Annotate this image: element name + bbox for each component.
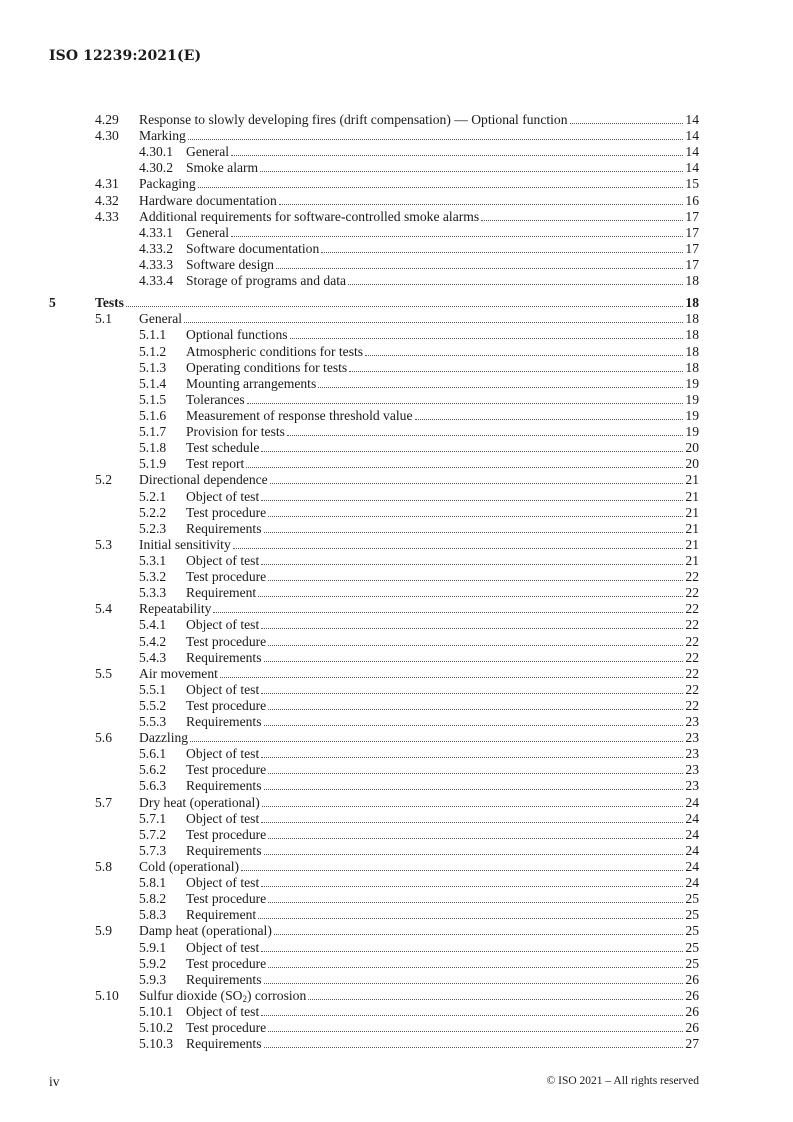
toc-entry-title: Software documentation [186,240,320,256]
toc-entry-title: Test procedure [186,633,267,649]
dot-leader [264,532,684,533]
toc-entry-title: Object of test [186,552,260,568]
toc-entry-page: 14 [685,144,699,160]
toc-entry[interactable] [49,440,699,456]
toc-entry-number: 5.7.2 [139,826,167,842]
dot-leader [264,854,684,855]
toc-entry-title: Requirements [186,520,262,536]
toc-entry-number: 5.2.2 [139,504,167,520]
toc-entry-page: 25 [685,939,699,955]
toc-entry-page: 22 [685,649,699,665]
toc-entry-title: Object of test [186,488,260,504]
dot-leader [261,1015,683,1016]
toc-entry-page: 24 [685,842,699,858]
dot-leader [348,284,683,285]
toc-entry-number: 5.6.1 [139,746,167,762]
toc-entry-number: 5.3.2 [139,569,167,585]
toc-entry-page: 24 [685,810,699,826]
dot-leader [268,709,683,710]
dot-leader [365,355,683,356]
toc-entry-number: 5.5.2 [139,697,167,713]
toc-entry[interactable] [49,698,699,714]
dot-leader [258,918,683,919]
toc-entry-title: Test procedure [186,955,267,971]
toc-entry[interactable] [49,424,699,440]
dot-leader [213,612,683,613]
toc-entry-title: Dazzling [139,730,189,746]
dot-leader [261,500,683,501]
toc-entry-page: 20 [685,456,699,472]
toc-entry[interactable] [49,295,699,311]
toc-entry-number: 4.33 [95,208,119,224]
toc-entry-number: 5.10.3 [139,1036,173,1052]
toc-entry-page: 22 [685,617,699,633]
toc-entry-number: 5.5.3 [139,714,167,730]
toc-entry-number: 5.4 [95,601,112,617]
toc-entry[interactable] [49,537,699,553]
toc-entry-title: Requirement [186,907,257,923]
toc-entry-page: 23 [685,714,699,730]
toc-entry-number: 5.8.1 [139,875,167,891]
toc-entry-page: 23 [685,746,699,762]
toc-entry[interactable] [49,489,699,505]
dot-leader [415,419,684,420]
toc-entry-page: 14 [685,128,699,144]
toc-entry-number: 5.5 [95,665,112,681]
toc-entry[interactable] [49,344,699,360]
toc-entry-title: Test schedule [186,440,260,456]
toc-entry[interactable] [49,360,699,376]
dot-leader [262,806,684,807]
toc-entry-page: 25 [685,907,699,923]
toc-entry-title: Object of test [186,617,260,633]
toc-entry-number: 4.32 [95,192,119,208]
toc-entry[interactable] [49,923,699,939]
toc-entry[interactable] [49,311,699,327]
toc-entry-title: Test report [186,456,245,472]
toc-entry-page: 26 [685,987,699,1003]
toc-entry[interactable] [49,521,699,537]
dot-leader [261,951,683,952]
toc-entry-number: 4.33.2 [139,240,173,256]
toc-entry-number: 5.5.1 [139,681,167,697]
toc-entry[interactable] [49,875,699,891]
toc-entry[interactable] [49,956,699,972]
toc-entry-title: Cold (operational) [139,859,240,875]
toc-entry-title: Atmospheric conditions for tests [186,343,364,359]
toc-entry-page: 22 [685,601,699,617]
toc-entry-page: 23 [685,730,699,746]
toc-entry-title: Additional requirements for software-controlled smoke alarms [139,208,480,224]
toc-entry[interactable] [49,241,699,257]
toc-entry-page: 21 [685,520,699,536]
table-of-contents [49,112,699,1052]
toc-entry[interactable] [49,257,699,273]
toc-entry[interactable] [49,144,699,160]
toc-entry[interactable] [49,1020,699,1036]
toc-entry-title: Test procedure [186,504,267,520]
toc-entry[interactable] [49,778,699,794]
document-id: ISO 12239:2021(E) [49,48,202,64]
toc-entry-title: Test procedure [186,891,267,907]
toc-entry-page: 18 [685,311,699,327]
dot-leader [126,306,683,307]
toc-entry-number: 5.6.2 [139,762,167,778]
toc-entry-title: Smoke alarm [186,160,259,176]
toc-entry-page: 24 [685,826,699,842]
toc-entry-number: 5.9.2 [139,955,167,971]
toc-entry[interactable] [49,988,699,1004]
toc-entry[interactable] [49,940,699,956]
dot-leader [264,789,684,790]
dot-leader [198,187,684,188]
toc-entry[interactable] [49,617,699,633]
toc-entry-title: Object of test [186,1004,260,1020]
dot-leader [481,220,683,221]
toc-entry-page: 18 [685,359,699,375]
dot-leader [268,516,683,517]
toc-entry-number: 5.2.3 [139,520,167,536]
toc-entry-page: 21 [685,488,699,504]
toc-entry-title: Response to slowly developing fires (drift compensation) — Optional function [139,112,568,127]
toc-entry-title: Packaging [139,176,196,192]
toc-entry-number: 5.1.6 [139,407,167,423]
toc-entry-title: Requirements [186,778,262,794]
dot-leader [231,236,683,237]
dot-leader [268,1031,683,1032]
toc-entry-number: 5.8.2 [139,891,167,907]
toc-entry[interactable] [49,650,699,666]
toc-entry-number: 5.3 [95,536,112,552]
toc-entry-page: 15 [685,176,699,192]
toc-entry-number: 5.3.3 [139,585,167,601]
toc-entry-page: 22 [685,697,699,713]
toc-entry-title: Marking [139,128,186,144]
toc-entry[interactable] [49,746,699,762]
toc-entry-page: 17 [685,208,699,224]
toc-entry-title: Dry heat (operational) [139,794,260,810]
toc-entry-number: 5.2.1 [139,488,167,504]
toc-entry-number: 5.1.1 [139,327,167,343]
dot-leader [261,451,683,452]
dot-leader [264,983,684,984]
toc-entry-title: Requirements [186,714,262,730]
toc-entry-title: Test procedure [186,569,267,585]
toc-entry-number: 5.10.1 [139,1004,173,1020]
toc-entry-number: 5.4.2 [139,633,167,649]
toc-entry-page: 19 [685,375,699,391]
toc-entry-title: Test procedure [186,697,267,713]
toc-entry-title: Optional functions [186,327,288,343]
dot-leader [261,693,683,694]
toc-entry-number: 4.30 [95,128,119,144]
toc-entry-number: 4.30.2 [139,160,173,176]
toc-entry-page: 26 [685,971,699,987]
toc-entry[interactable] [49,273,699,289]
toc-entry-title: Damp heat (operational) [139,923,272,939]
dot-leader [261,628,683,629]
toc-entry-number: 5.1.9 [139,456,167,472]
toc-entry-number: 5.7 [95,794,112,810]
toc-entry[interactable] [49,392,699,408]
toc-entry-page: 18 [685,295,699,311]
toc-entry[interactable] [49,972,699,988]
dot-leader [220,677,684,678]
toc-entry-title: General [186,224,230,240]
dot-leader [268,773,683,774]
toc-entry-page: 17 [685,224,699,240]
toc-entry[interactable] [49,569,699,585]
toc-entry[interactable] [49,827,699,843]
toc-entry[interactable] [49,907,699,923]
page-number: iv [49,1074,60,1089]
toc-entry-page: 21 [685,504,699,520]
toc-entry-title: Measurement of response threshold value [186,407,413,423]
toc-entry[interactable] [49,891,699,907]
toc-entry-page: 26 [685,1004,699,1020]
toc-entry-title: Requirements [186,971,262,987]
toc-entry-page: 22 [685,569,699,585]
toc-entry-number: 5.1.7 [139,424,167,440]
toc-entry-page: 19 [685,424,699,440]
toc-entry[interactable] [49,456,699,472]
dot-leader [279,204,684,205]
dot-leader [241,870,683,871]
toc-entry[interactable] [49,128,699,144]
dot-leader [246,467,683,468]
toc-entry-page: 17 [685,256,699,272]
toc-entry-title: Requirements [186,1036,262,1052]
toc-entry-title: Test procedure [186,826,267,842]
toc-entry-title: Software design [186,256,274,272]
toc-entry[interactable] [49,859,699,875]
dot-leader [231,155,683,156]
dot-leader [270,483,684,484]
toc-entry-page: 22 [685,633,699,649]
toc-entry-number: 5.7.3 [139,842,167,858]
toc-entry-number: 5.7.1 [139,810,167,826]
dot-leader [276,268,683,269]
dot-leader [268,967,683,968]
toc-entry-page: 16 [685,192,699,208]
toc-entry[interactable] [49,553,699,569]
dot-leader [349,371,683,372]
toc-entry-title: General [139,311,183,327]
toc-entry-number: 4.31 [95,176,119,192]
toc-entry[interactable] [49,601,699,617]
toc-entry[interactable] [49,585,699,601]
toc-entry-number: 4.33.4 [139,273,173,289]
toc-entry-title: Hardware documentation [139,192,277,208]
toc-entry-page: 26 [685,1020,699,1036]
toc-entry-page: 22 [685,665,699,681]
toc-entry[interactable] [49,730,699,746]
toc-entry-title: Object of test [186,810,260,826]
toc-entry-number: 5.9.3 [139,971,167,987]
toc-entry-page: 25 [685,891,699,907]
toc-entry-page: 25 [685,955,699,971]
toc-entry[interactable] [49,634,699,650]
toc-entry-number: 5.2 [95,472,112,488]
toc-entry-page: 18 [685,327,699,343]
dot-leader [264,725,684,726]
dot-leader [190,741,683,742]
toc-entry-title: Provision for tests [186,424,285,440]
toc-entry-title: General [186,144,230,160]
toc-entry-number: 5.3.1 [139,552,167,568]
toc-entry-title: Storage of programs and data [186,273,347,289]
toc-entry-page: 14 [685,160,699,176]
toc-entry[interactable] [49,327,699,343]
toc-entry-number: 5.1.2 [139,343,167,359]
toc-entry-number: 5.6.3 [139,778,167,794]
toc-entry-title: Tests [95,295,124,311]
toc-entry-title: Requirements [186,842,262,858]
toc-entry-page: 21 [685,536,699,552]
toc-entry-title: Object of test [186,875,260,891]
toc-entry-title: Tolerances [186,391,245,407]
dot-leader [258,596,683,597]
toc-entry-number: 5.6 [95,730,112,746]
toc-entry-number: 5.4.3 [139,649,167,665]
toc-entry[interactable] [49,811,699,827]
toc-entry-page: 21 [685,472,699,488]
toc-entry-page: 22 [685,585,699,601]
toc-entry-page: 27 [685,1036,699,1052]
toc-entry-number: 5.9.1 [139,939,167,955]
toc-entry-title: Mounting arrangements [186,375,317,391]
dot-leader [268,838,683,839]
toc-entry-number: 4.33.3 [139,256,173,272]
toc-entry[interactable] [49,1036,699,1052]
dot-leader [261,757,683,758]
dot-leader [260,171,683,172]
toc-entry-page: 19 [685,407,699,423]
toc-entry[interactable] [49,112,699,128]
toc-entry-title: Requirements [186,649,262,665]
dot-leader [268,580,683,581]
toc-entry-page: 18 [685,273,699,289]
toc-entry-title: Object of test [186,746,260,762]
toc-entry-page: 23 [685,778,699,794]
toc-entry[interactable] [49,1004,699,1020]
toc-entry[interactable] [49,666,699,682]
toc-entry-title: Initial sensitivity [139,536,231,552]
dot-leader [261,564,683,565]
toc-entry[interactable] [49,714,699,730]
toc-entry-number: 5.1.8 [139,440,167,456]
toc-entry-number: 5.4.1 [139,617,167,633]
toc-entry-title: Repeatability [139,601,212,617]
toc-entry-number: 5.1.3 [139,359,167,375]
toc-entry-title: Object of test [186,681,260,697]
toc-entry-page: 17 [685,240,699,256]
toc-entry-page: 20 [685,440,699,456]
toc-entry[interactable] [49,505,699,521]
toc-entry-number: 5.1.5 [139,391,167,407]
toc-entry[interactable] [49,795,699,811]
toc-entry-title: Directional dependence [139,472,268,488]
toc-entry-number: 5.1.4 [139,375,167,391]
toc-entry-number: 4.30.1 [139,144,173,160]
toc-entry[interactable] [49,762,699,778]
dot-leader [308,999,683,1000]
toc-entry-page: 24 [685,794,699,810]
toc-entry[interactable] [49,160,699,176]
dot-leader [290,338,684,339]
toc-entry-number: 4.29 [95,112,119,127]
toc-entry[interactable] [49,376,699,392]
dot-leader [287,435,683,436]
toc-entry[interactable] [49,682,699,698]
toc-entry-page: 19 [685,391,699,407]
dot-leader [184,322,683,323]
toc-entry-title: Test procedure [186,762,267,778]
dot-leader [261,822,683,823]
toc-entry-number: 5.8.3 [139,907,167,923]
toc-entry-title: Air movement [139,665,218,681]
toc-entry-title: Test procedure [186,1020,267,1036]
toc-entry[interactable] [49,472,699,488]
toc-entry-page: 22 [685,681,699,697]
toc-entry-number: 5.10 [95,987,119,1003]
dot-leader [321,252,683,253]
toc-entry[interactable] [49,176,699,192]
toc-entry-page: 23 [685,762,699,778]
toc-entry-page: 25 [685,923,699,939]
toc-entry-title: Object of test [186,939,260,955]
toc-entry-number: 5.9 [95,923,112,939]
toc-entry-number: 5.8 [95,859,112,875]
dot-leader [264,661,684,662]
toc-entry-number: 5.1 [95,311,112,327]
dot-leader [247,403,684,404]
toc-entry[interactable] [49,193,699,209]
toc-entry-title: Operating conditions for tests [186,359,348,375]
toc-entry-page: 24 [685,875,699,891]
dot-leader [264,1047,684,1048]
dot-leader [188,139,684,140]
toc-entry[interactable] [49,843,699,859]
toc-entry[interactable] [49,408,699,424]
dot-leader [318,387,683,388]
copyright-notice: © ISO 2021 – All rights reserved [546,1075,699,1087]
dot-leader [233,548,684,549]
dot-leader [261,886,683,887]
toc-entry-title: Sulfur dioxide $(SO_2)$ corrosion [139,987,307,1004]
toc-entry-page: 18 [685,343,699,359]
toc-entry-number: 5 [49,295,56,311]
dot-leader [268,645,683,646]
toc-entry-number: 5.10.2 [139,1020,173,1036]
dot-leader [570,123,684,124]
toc-entry-page: 14 [685,112,699,127]
toc-entry-title: Requirement [186,585,257,601]
toc-entry-number: 4.33.1 [139,224,173,240]
dot-leader [274,934,684,935]
toc-entry[interactable] [49,209,699,225]
toc-entry[interactable] [49,225,699,241]
toc-entry-page: 21 [685,552,699,568]
toc-entry-page: 24 [685,859,699,875]
dot-leader [268,902,683,903]
